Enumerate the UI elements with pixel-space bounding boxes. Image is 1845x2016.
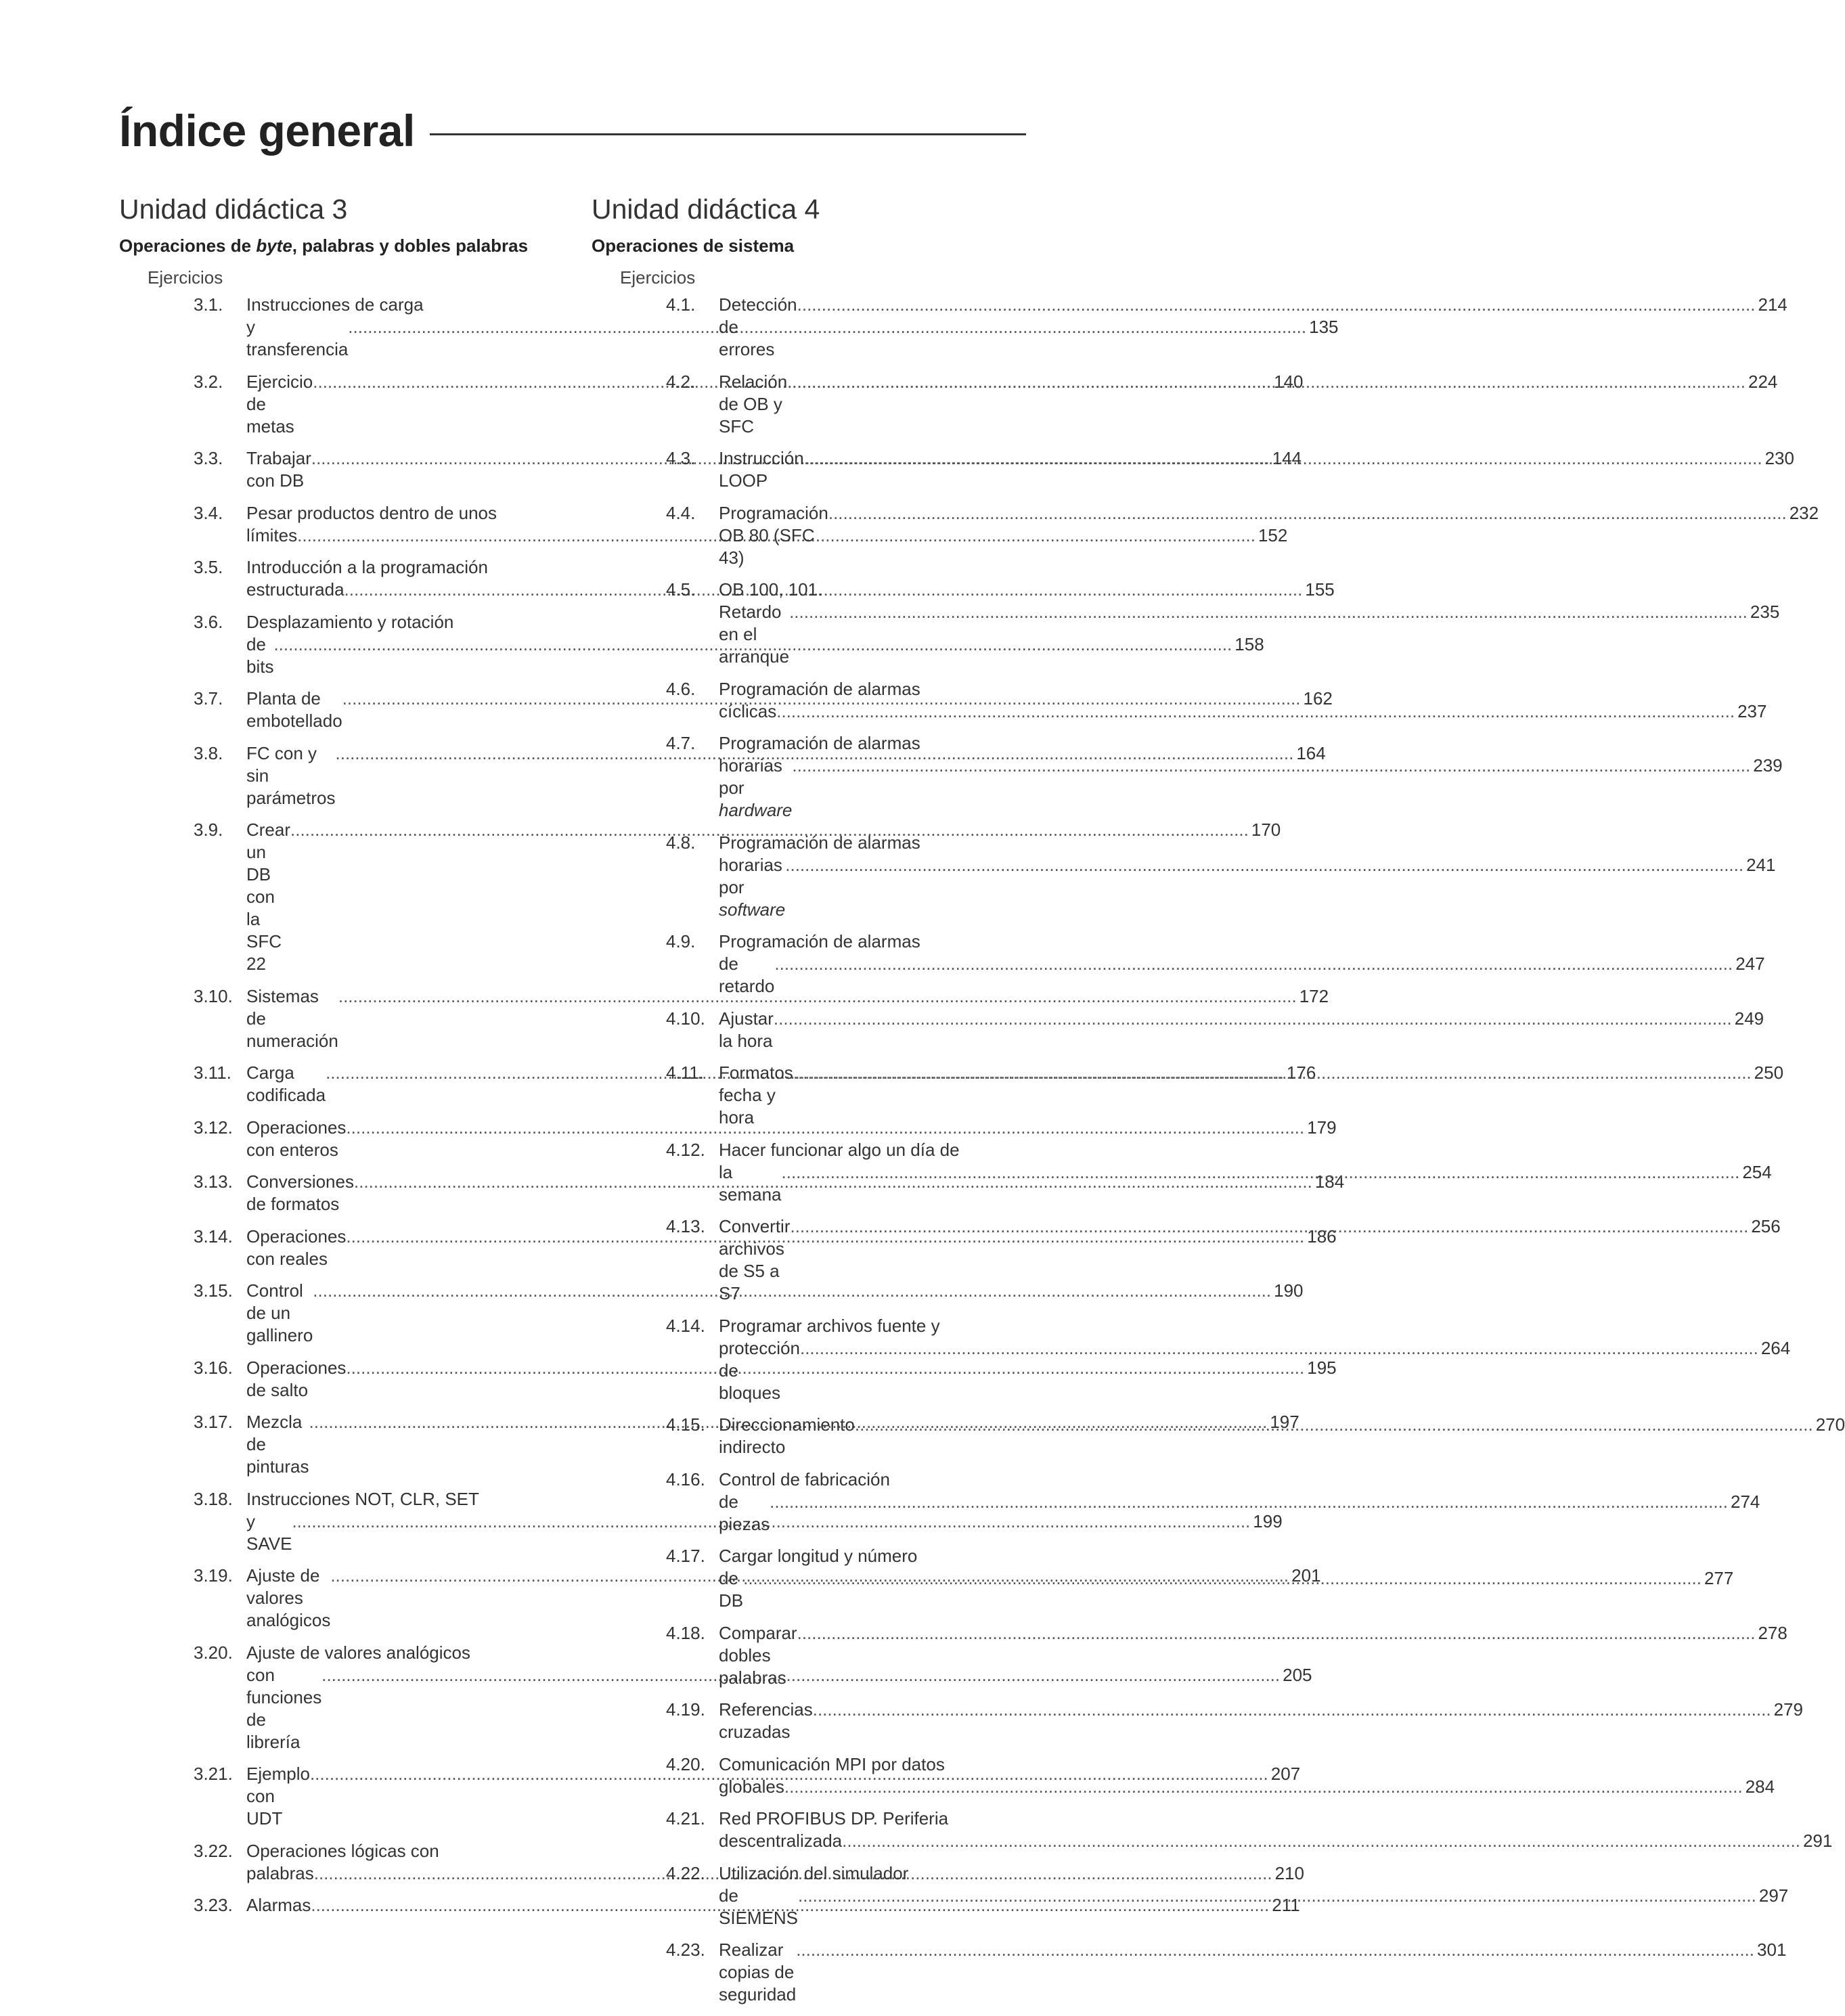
toc-entry-title: Direccionamiento indirecto	[719, 1414, 855, 1457]
toc-entry-number: 4.20.	[666, 1753, 705, 1774]
toc-entry-line	[719, 1337, 1790, 1404]
toc-entry-page: 284	[1745, 1776, 1775, 1797]
toc-entry-number: 3.7.	[194, 688, 223, 709]
toc-entry-line	[719, 1939, 1786, 2006]
toc-entry-page: 237	[1737, 700, 1767, 721]
toc-entry-title: de bits	[246, 633, 274, 677]
toc-entry-number: 3.18.	[194, 1488, 233, 1509]
toc-entry-title: Crear un DB con la SFC 22	[246, 820, 291, 974]
toc-entry-title: cíclicas	[719, 700, 777, 721]
toc-entry-title: Cargar longitud y número	[719, 1546, 918, 1566]
dot-leader	[842, 1830, 1800, 1852]
toc-entry-line	[719, 700, 1766, 723]
toc-entry-title: Alarmas	[246, 1895, 311, 1915]
toc-entry-title: palabras	[246, 1862, 314, 1883]
toc-entry-body	[719, 931, 1765, 998]
toc-entry-page: 201	[1291, 1565, 1321, 1586]
toc-entry-title: Formatos fecha y hora	[719, 1062, 793, 1127]
toc-entry-line	[719, 832, 1776, 854]
toc-entry-number: 4.2.	[666, 371, 696, 392]
unit-3-subtitle-part: , palabras y dobles palabras	[292, 236, 529, 256]
toc-entry-number: 4.8.	[666, 832, 696, 853]
toc-entry-page: 207	[1270, 1764, 1301, 1784]
toc-entry-page: 152	[1258, 524, 1288, 545]
toc-entry-line	[719, 1753, 1775, 1776]
toc-entry-body	[719, 371, 1777, 438]
toc-entry-page: 278	[1758, 1622, 1787, 1643]
toc-entry-title: Desplazamiento y rotación	[246, 611, 454, 632]
toc-entry-line	[719, 678, 1766, 700]
toc-entry-page: 277	[1704, 1568, 1734, 1588]
toc-entry-page: 135	[1309, 317, 1339, 337]
toc-entry-title: Mezcla de pinturas	[246, 1412, 309, 1477]
toc-entry-title: Carga codificada	[246, 1062, 326, 1105]
toc-entry-page: 205	[1283, 1664, 1312, 1685]
dot-leader	[782, 1161, 1740, 1184]
toc-entry-title: Planta de embotellado	[246, 688, 342, 731]
toc-entry-body	[719, 1753, 1775, 1798]
toc-entry-title: Control de fabricación	[719, 1469, 890, 1489]
toc-entry-number: 4.18.	[666, 1622, 705, 1643]
toc-entry-number: 4.21.	[666, 1808, 705, 1829]
toc-entry-body	[719, 1545, 1733, 1612]
toc-entry-page: 247	[1735, 954, 1765, 974]
dot-leader	[785, 854, 1743, 876]
toc-entry-line	[719, 1699, 1803, 1743]
toc-entry-body	[719, 1062, 1783, 1129]
toc-entry-number: 3.23.	[194, 1895, 233, 1915]
toc-entry-page: 197	[1270, 1412, 1299, 1432]
toc-entry-title: Programación de alarmas	[719, 832, 920, 853]
toc-entry-body	[719, 1939, 1786, 2006]
dot-leader	[774, 1008, 1732, 1030]
toc-entry-title: de retardo	[719, 954, 775, 996]
unit-4-section-label: Ejercicios	[620, 267, 696, 288]
toc-entry-page: 270	[1815, 1414, 1845, 1435]
toc-entry-title: Referencias cruzadas	[719, 1699, 813, 1742]
toc-entry-title: horarias por software	[719, 854, 786, 920]
toc-entry-title: de DB	[719, 1568, 744, 1611]
toc-entry-title: Detección de errores	[719, 294, 797, 359]
toc-entry-line	[719, 1545, 1733, 1567]
toc-entry-number: 4.9.	[666, 931, 696, 951]
toc-entry-title: Convertir archivos de S5 a S7	[719, 1216, 791, 1303]
toc-entry-page: 301	[1757, 1940, 1787, 1960]
dot-leader	[789, 601, 1748, 623]
toc-entry-title: OB 100, 101.	[719, 579, 823, 600]
toc-entry-number: 4.16.	[666, 1469, 705, 1489]
toc-entry-title: Programación de alarmas	[719, 678, 920, 699]
toc-entry-line	[719, 1414, 1845, 1458]
dot-leader	[797, 294, 1756, 316]
toc-entry-line	[719, 1567, 1733, 1612]
toc-entry-title: descentralizada	[719, 1831, 843, 1851]
toc-entry-body	[719, 1622, 1787, 1689]
toc-entry-title: Instrucciones de carga	[246, 294, 424, 315]
toc-entry-line	[719, 1622, 1787, 1689]
toc-entry-number: 3.4.	[194, 502, 223, 523]
toc-entry-number: 3.12.	[194, 1117, 233, 1138]
toc-entry-title: Sistemas de numeración	[246, 985, 338, 1051]
toc-entry-body	[719, 1139, 1772, 1206]
toc-entry-line	[719, 1808, 1832, 1830]
unit-3-title: Unidad didáctica 3	[119, 194, 348, 225]
toc-entry-page: 249	[1734, 1008, 1764, 1029]
toc-entry-line	[719, 1315, 1790, 1337]
dot-leader	[770, 1491, 1728, 1513]
toc-entry-page: 155	[1305, 579, 1335, 600]
toc-entry-title: estructurada	[246, 579, 344, 600]
toc-entry-number: 3.22.	[194, 1840, 233, 1861]
toc-entry-line	[719, 1885, 1788, 1929]
toc-entry-page: 250	[1754, 1062, 1784, 1083]
toc-entry-page: 210	[1274, 1862, 1304, 1883]
toc-entry-number: 4.13.	[666, 1216, 705, 1236]
toc-entry-title: Ajuste de valores analógicos	[246, 1565, 331, 1630]
toc-entry-number: 4.15.	[666, 1414, 705, 1435]
toc-entry-page: 179	[1307, 1117, 1337, 1138]
unit-3-subtitle	[119, 234, 556, 257]
toc-entry-title: Instrucción LOOP	[719, 448, 804, 491]
toc-entry-title: Operaciones de salto	[246, 1357, 347, 1400]
page-header	[119, 105, 1026, 156]
toc-entry-page: 224	[1748, 371, 1778, 392]
toc-entry-body	[719, 1215, 1781, 1305]
toc-entry-line	[719, 371, 1777, 438]
toc-entry-page: 254	[1742, 1161, 1772, 1182]
toc-entry-title: Ejemplo con UDT	[246, 1764, 310, 1829]
toc-entry-body	[719, 732, 1783, 822]
toc-entry-title: Hacer funcionar algo un día de	[719, 1139, 960, 1160]
toc-entry-page: 264	[1760, 1337, 1791, 1358]
toc-entry-number: 3.19.	[194, 1565, 233, 1586]
toc-entry-number: 4.5.	[666, 579, 696, 600]
toc-entry-number: 4.3.	[666, 448, 696, 468]
toc-entry-page: 162	[1303, 688, 1333, 709]
toc-entry-page: 235	[1750, 602, 1780, 622]
toc-entry-page: 211	[1272, 1895, 1300, 1915]
dot-leader	[804, 447, 1762, 470]
toc-entry-body	[719, 1699, 1803, 1743]
toc-entry-body	[719, 832, 1776, 921]
dot-leader	[796, 1939, 1754, 1961]
toc-entry-line	[719, 1215, 1781, 1305]
toc-entry-title: Introducción a la programación	[246, 557, 488, 577]
unit-4-subtitle-part: Operaciones de sistema	[592, 236, 795, 256]
toc-entry-number: 4.19.	[666, 1699, 705, 1720]
unit-4-subtitle	[592, 234, 1026, 257]
toc-entry-title: Ejercicio de metas	[246, 371, 313, 436]
toc-entry-title: Programación OB 80 (SFC 43)	[719, 502, 828, 568]
title-rule	[430, 133, 1026, 135]
toc-entry-number: 3.11.	[194, 1062, 231, 1083]
toc-entry-number: 4.12.	[666, 1139, 705, 1160]
dot-leader	[813, 1699, 1771, 1721]
dot-leader	[743, 1567, 1702, 1590]
toc-entry-line	[719, 579, 1779, 601]
toc-entry-page: 176	[1286, 1062, 1316, 1083]
toc-entry-title: protección de bloques	[719, 1337, 800, 1403]
dot-leader	[855, 1414, 1813, 1436]
toc-entry-page: 232	[1789, 502, 1819, 523]
toc-entry-title: Ajustar la hora	[719, 1008, 774, 1051]
unit-3-subtitle-italic: byte	[256, 236, 292, 256]
toc-entry-body	[719, 1469, 1760, 1536]
toc-entry-line	[719, 953, 1765, 998]
toc-entry-number: 4.23.	[666, 1940, 705, 1960]
toc-entry-number: 4.6.	[666, 678, 696, 699]
toc-entry-page: 195	[1307, 1357, 1337, 1378]
toc-entry-page: 170	[1251, 820, 1281, 840]
toc-entry-body	[719, 1808, 1832, 1852]
toc-entry-title: Programar archivos fuente y	[719, 1315, 940, 1336]
toc-entry-line	[719, 1161, 1772, 1206]
toc-entry-page: 140	[1274, 371, 1304, 392]
toc-entry-title: la semana	[719, 1161, 782, 1205]
toc-entry-line	[719, 854, 1776, 921]
toc-entry-line	[719, 1830, 1832, 1852]
toc-entry-title: de SIEMENS	[719, 1885, 799, 1928]
toc-entry-title: límites	[246, 524, 298, 545]
toc-entry-number: 4.22.	[666, 1862, 705, 1883]
toc-entry-number: 3.10.	[194, 985, 233, 1006]
dot-leader	[787, 371, 1746, 393]
toc-entry-number: 3.15.	[194, 1280, 233, 1301]
toc-entry-title: Red PROFIBUS DP. Periferia	[719, 1808, 949, 1829]
toc-entry-page: 239	[1753, 755, 1783, 776]
toc-entry-page: 230	[1764, 448, 1794, 468]
toc-entry-title: horarias por hardware	[719, 755, 793, 820]
toc-entry-body	[719, 678, 1766, 723]
toc-entry-title: Trabajar con DB	[246, 448, 311, 491]
toc-entry-title: Retardo en el arranque	[719, 602, 790, 667]
toc-entry-number: 3.2.	[194, 371, 223, 392]
toc-entry-title: Utilización del simulador	[719, 1862, 909, 1883]
toc-entry-page: 297	[1758, 1885, 1789, 1906]
toc-entry-line	[719, 732, 1783, 755]
toc-entry-body	[719, 1008, 1764, 1052]
dot-leader	[784, 1776, 1743, 1798]
toc-entry-title: y SAVE	[246, 1510, 292, 1554]
toc-entry-title: Comunicación MPI por datos	[719, 1753, 945, 1774]
toc-entry-line	[719, 1491, 1760, 1536]
toc-entry-number: 4.1.	[666, 294, 696, 315]
toc-entry[interactable]	[592, 1008, 1764, 1052]
toc-entry-page: 291	[1802, 1831, 1833, 1851]
toc-entry-number: 4.17.	[666, 1546, 705, 1566]
toc-entry-line	[719, 601, 1779, 668]
dot-leader	[792, 755, 1750, 777]
toc-entry-page: 241	[1746, 854, 1776, 875]
dot-leader	[798, 1885, 1756, 1907]
toc-entry-number: 3.5.	[194, 557, 223, 577]
toc-entry-body	[719, 502, 1819, 569]
toc-entry-body	[719, 1414, 1845, 1458]
toc-entry-page: 199	[1253, 1510, 1283, 1531]
toc-entry-page: 190	[1274, 1280, 1304, 1301]
toc-entry-title: Relación de OB y SFC	[719, 371, 788, 436]
toc-entry-line	[719, 1062, 1783, 1129]
toc-entry-line	[719, 447, 1794, 492]
page-title: Índice general	[119, 106, 415, 156]
toc-entry-page: 186	[1307, 1226, 1337, 1247]
toc-entry-title: con funciones de librería	[246, 1664, 322, 1752]
toc-entry-body	[719, 294, 1787, 361]
toc-entry[interactable]	[592, 1699, 1803, 1743]
toc-entry-page: 274	[1731, 1491, 1760, 1512]
toc-entry-page: 172	[1299, 985, 1329, 1006]
toc-entry-title: Operaciones lógicas con	[246, 1840, 439, 1861]
toc-entry-title: Conversiones de formatos	[246, 1171, 354, 1214]
toc-entry-line	[719, 1862, 1788, 1885]
toc-entry-title: Programación de alarmas	[719, 733, 920, 753]
toc-entry-number: 4.4.	[666, 502, 696, 523]
toc-entry-page: 144	[1272, 448, 1302, 468]
toc-entry[interactable]	[592, 832, 1776, 921]
toc-entry-title: Ajuste de valores analógicos	[246, 1642, 470, 1663]
toc-entry-body	[719, 1315, 1790, 1404]
dot-leader	[790, 1215, 1748, 1238]
toc-entry-number: 3.8.	[194, 742, 223, 763]
toc-entry-page: 279	[1773, 1699, 1803, 1720]
toc-entry-line	[719, 1469, 1760, 1491]
toc-entry-number: 3.13.	[194, 1171, 233, 1192]
toc-entry-title: de piezas	[719, 1491, 770, 1534]
toc-entry[interactable]	[592, 1808, 1833, 1852]
toc-entry-body	[719, 447, 1794, 492]
toc-entry-line	[719, 1139, 1772, 1161]
toc-entry-title: FC con y sin parámetros	[246, 742, 336, 808]
toc-entry-title: Realizar copias de seguridad	[719, 1940, 797, 2004]
toc-entry-number: 3.6.	[194, 611, 223, 632]
toc-entry-number: 4.7.	[666, 733, 696, 753]
dot-leader	[793, 1062, 1752, 1084]
toc-entry-title: Control de un gallinero	[246, 1280, 313, 1345]
toc-entry-title: globales	[719, 1776, 784, 1797]
dot-leader	[774, 953, 1733, 975]
toc-entry-title: Operaciones con enteros	[246, 1117, 347, 1160]
toc-entry-title: y transferencia	[246, 317, 349, 359]
toc-entry-title: Programación de alarmas	[719, 931, 920, 951]
toc-entry-number: 4.10.	[666, 1008, 705, 1029]
unit-4-title: Unidad didáctica 4	[592, 194, 820, 225]
toc-entry-line	[719, 1008, 1764, 1052]
toc-entry-body	[719, 1862, 1788, 1929]
toc-entry-body	[719, 579, 1779, 668]
toc-entry-title: Comparar dobles palabras	[719, 1622, 797, 1688]
dot-leader	[797, 1622, 1756, 1644]
toc-entry-number: 3.17.	[194, 1412, 233, 1432]
dot-leader	[776, 700, 1735, 723]
toc-entry-line	[719, 502, 1819, 569]
toc-entry-number: 3.16.	[194, 1357, 233, 1378]
unit-3-subtitle-part: Operaciones de	[119, 236, 257, 256]
toc-entry-number: 3.20.	[194, 1642, 233, 1663]
dot-leader	[828, 502, 1787, 524]
toc-entry-line	[719, 931, 1765, 953]
toc-entry-number: 3.21.	[194, 1764, 233, 1784]
toc-entry-page: 214	[1758, 294, 1787, 315]
dot-leader	[800, 1337, 1758, 1360]
toc-entry[interactable]	[592, 1939, 1787, 2006]
toc-entry-page: 158	[1235, 633, 1264, 654]
toc-entry-line	[719, 294, 1787, 361]
toc-entry-number: 3.9.	[194, 820, 223, 840]
toc-entry-number: 3.3.	[194, 448, 223, 468]
toc-entry-page: 164	[1296, 742, 1326, 763]
toc-entry-page: 184	[1314, 1171, 1345, 1192]
toc-entry-title: Instrucciones NOT, CLR, SET	[246, 1488, 479, 1509]
toc-entry-line	[719, 755, 1783, 822]
toc-entry-number: 3.14.	[194, 1226, 233, 1247]
toc-entry-number: 4.11.	[666, 1062, 704, 1083]
toc-entry-title: Pesar productos dentro de unos	[246, 502, 497, 523]
unit-3-section-label: Ejercicios	[148, 267, 223, 288]
toc-entry-title: Operaciones con reales	[246, 1226, 347, 1269]
toc-entry-line	[719, 1776, 1775, 1798]
toc-entry-number: 3.1.	[194, 294, 223, 315]
toc-entry-number: 4.14.	[666, 1315, 705, 1336]
toc-entry-page: 256	[1751, 1216, 1781, 1236]
